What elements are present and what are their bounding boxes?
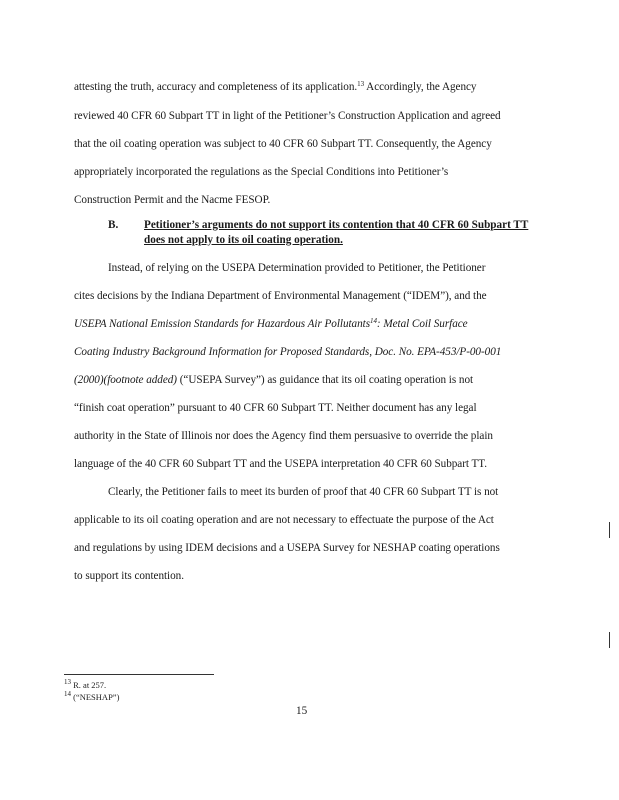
page-number: 15 (296, 705, 308, 717)
text-run: Accordingly, the Agency (364, 81, 477, 93)
paragraph-line: cites decisions by the Indiana Department of Environmental Management (“IDEM”), and the (74, 290, 487, 302)
paragraph-line: Instead, of relying on the USEPA Determination provided to Petitioner, the Petitioner (108, 262, 486, 274)
paragraph-line: to support its contention. (74, 570, 184, 582)
paragraph-line: authority in the State of Illinois nor does the Agency find them persuasive to override the plain (74, 430, 493, 442)
section-heading: Petitioner’s arguments do not support its contention that 40 CFR 60 Subpart TT does not apply to its oil coating operation. (144, 219, 529, 246)
italic-title: USEPA National Emission Standards for Hazardous Air Pollutants (74, 318, 370, 330)
footnote (64, 692, 119, 702)
text-run: attesting the truth, accuracy and completeness of its application. (74, 81, 358, 93)
italic-text: (2000)(footnote added) (74, 374, 177, 386)
footnote-reference: 13 (357, 80, 365, 88)
text-run: (“USEPA Survey”) as guidance that its oil coating operation is not (176, 374, 474, 386)
footnote-text: R. at 257. (71, 680, 107, 690)
paragraph-line: and regulations by using IDEM decisions and a USEPA Survey for NESHAP coating operations (74, 542, 500, 554)
paragraph-line (74, 373, 473, 387)
section-label: B. (108, 219, 119, 231)
footnote-reference: 14 (370, 317, 377, 325)
footnote-rule (64, 674, 214, 675)
paragraph-line: language of the 40 CFR 60 Subpart TT and the USEPA interpretation 40 CFR 60 Subpart TT. (74, 458, 487, 470)
paragraph-line: reviewed 40 CFR 60 Subpart TT in light of the Petitioner’s Construction Application and agreed (74, 110, 501, 122)
paragraph-line (74, 317, 468, 331)
italic-title: : Metal Coil Surface (376, 318, 468, 330)
change-bar (609, 632, 610, 648)
footnote-mark: 13 (64, 678, 71, 686)
paragraph-line (74, 80, 476, 94)
paragraph-line: Construction Permit and the Nacme FESOP. (74, 194, 271, 206)
paragraph-line: applicable to its oil coating operation and are not necessary to effectuate the purpose of the Act (74, 514, 494, 526)
footnote-mark: 14 (64, 690, 71, 698)
paragraph-line: Clearly, the Petitioner fails to meet its burden of proof that 40 CFR 60 Subpart TT is not (108, 486, 499, 498)
paragraph-line: “finish coat operation” pursuant to 40 CFR 60 Subpart TT. Neither document has any legal (74, 402, 477, 414)
footnote-text: (“NESHAP”) (71, 692, 120, 702)
footnote (64, 680, 106, 690)
paragraph-line: that the oil coating operation was subject to 40 CFR 60 Subpart TT. Consequently, the Agency (74, 138, 492, 150)
change-bar (609, 522, 610, 538)
paragraph-line: appropriately incorporated the regulations as the Special Conditions into Petitioner’s (74, 166, 449, 178)
paragraph-line: Coating Industry Background Information for Proposed Standards, Doc. No. EPA-453/P-00-001 (74, 346, 502, 358)
